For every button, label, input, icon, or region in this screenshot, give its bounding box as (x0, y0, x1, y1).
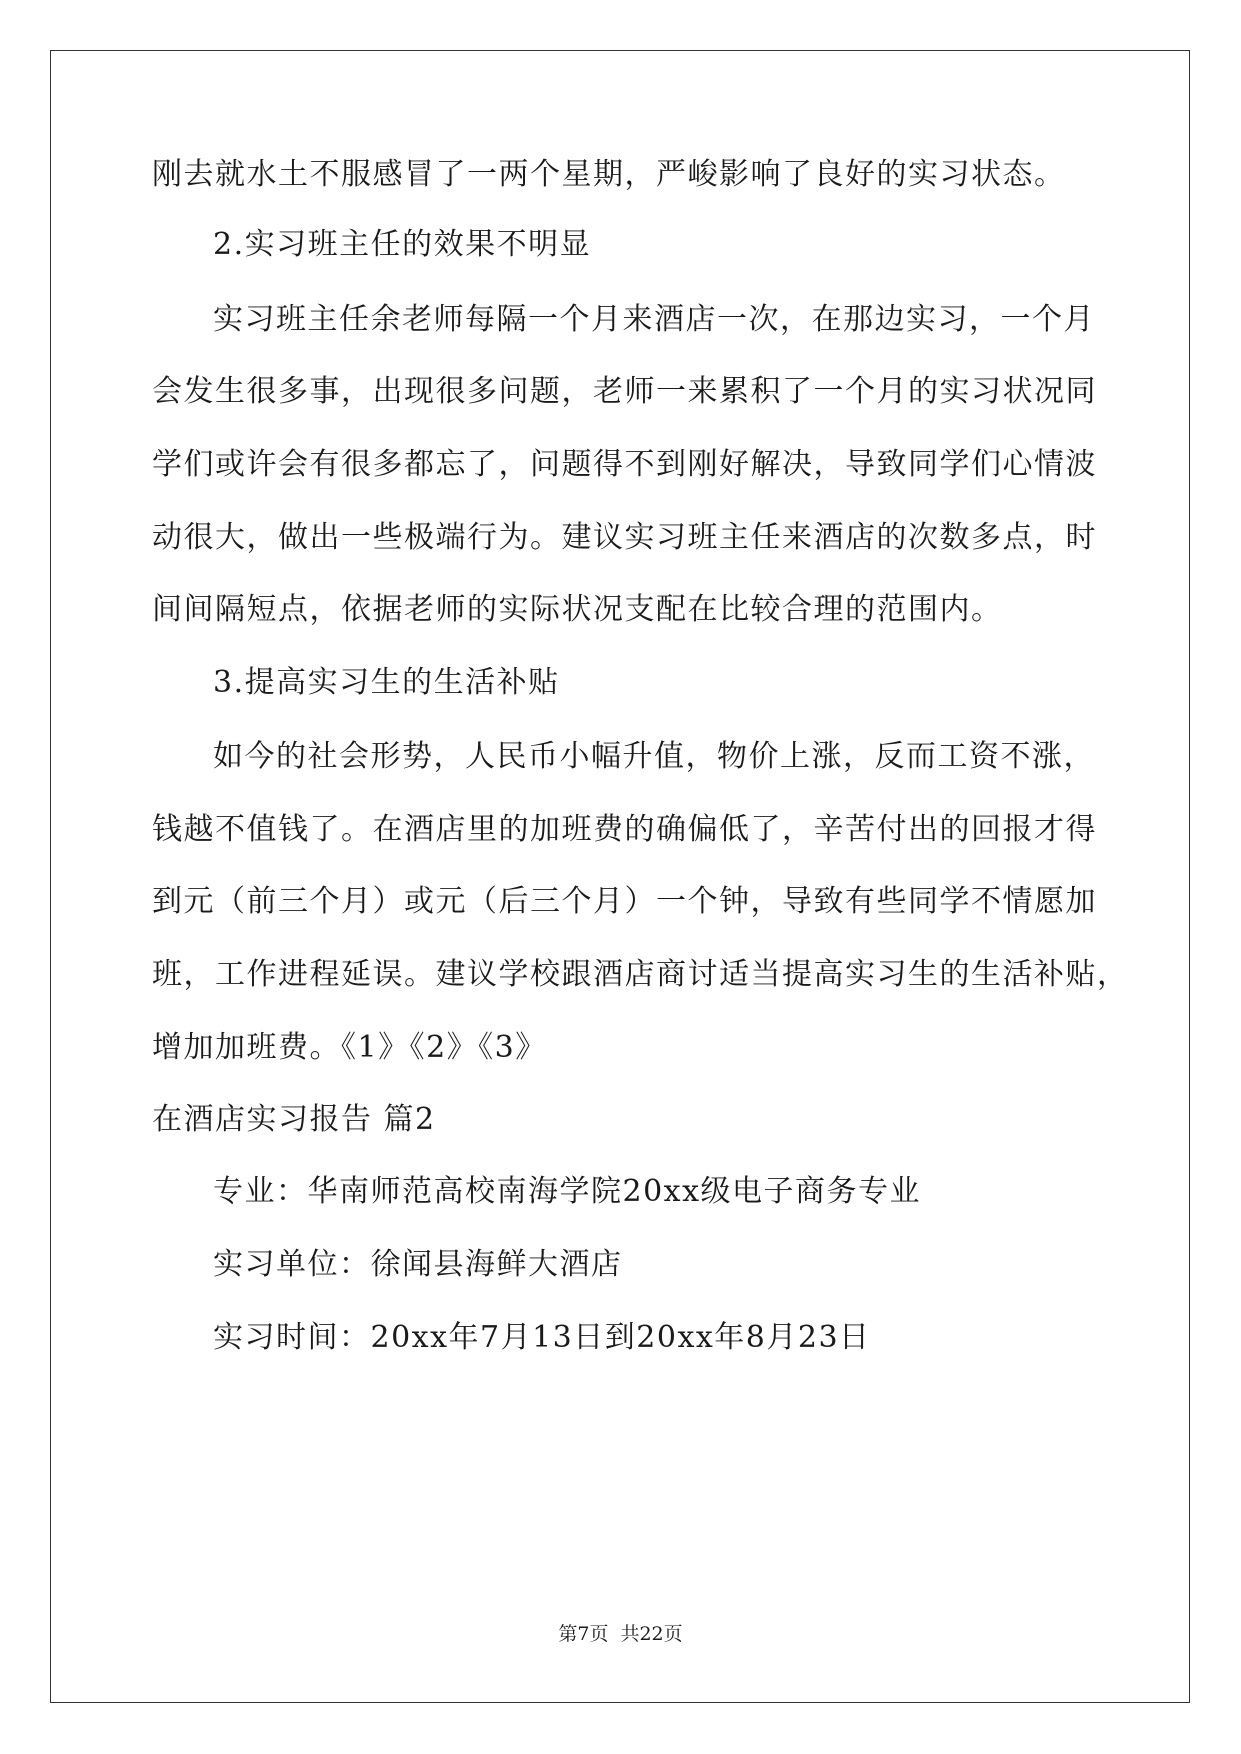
body-text-line: 动很大，做出一些极端行为。建议实习班主任来酒店的次数多点，时 (152, 520, 1097, 555)
body-text-line: 刚去就水土不服感冒了一两个星期，严峻影响了良好的实习状态。 (152, 157, 1066, 192)
body-text-line: 会发生很多事，出现很多问题，老师一来累积了一个月的实习状况同 (152, 374, 1097, 409)
page-total: 共22页 (620, 1623, 683, 1645)
info-line-major: 专业：华南师范高校南海学院20xx级电子商务专业 (213, 1174, 922, 1209)
page-border (50, 50, 1190, 1703)
report-title: 在酒店实习报告 篇2 (152, 1102, 436, 1137)
body-text-line: 钱越不值钱了。在酒店里的加班费的确偏低了，辛苦付出的回报才得 (152, 812, 1097, 847)
body-text-line: 学们或许会有很多都忘了，问题得不到刚好解决，导致同学们心情波 (152, 447, 1097, 482)
section-heading: 2.实习班主任的效果不明显 (213, 227, 592, 262)
body-text-line: 实习班主任余老师每隔一个月来酒店一次，在那边实习，一个月 (213, 302, 1095, 337)
body-text-line: 如今的社会形势，人民币小幅升值，物价上涨，反而工资不涨， (213, 739, 1095, 774)
page-number: 第7页 (558, 1623, 609, 1645)
section-heading: 3.提高实习生的生活补贴 (213, 665, 560, 700)
body-text-line: 班，工作进程延误。建议学校跟酒店商讨适当提高实习生的生活补贴， (152, 957, 1129, 992)
info-line-unit: 实习单位：徐闻县海鲜大酒店 (213, 1247, 623, 1282)
page-footer (0, 1622, 1241, 1646)
info-line-period: 实习时间：20xx年7月13日到20xx年8月23日 (213, 1320, 871, 1355)
body-text-line: 到元（前三个月）或元（后三个月）一个钟，导致有些同学不情愿加 (152, 884, 1097, 919)
body-text-line: 间间隔短点，依据老师的实际状况支配在比较合理的范围内。 (152, 592, 1003, 627)
body-text-line: 增加加班费。《1》《2》《3》 (152, 1030, 547, 1065)
